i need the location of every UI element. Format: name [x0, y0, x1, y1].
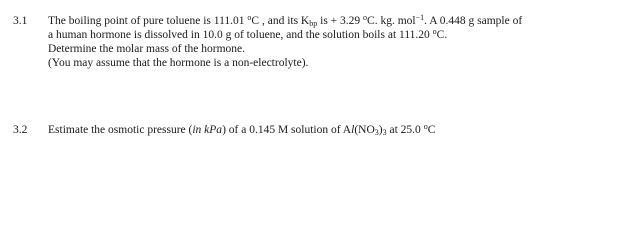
degree-symbol: o [432, 27, 437, 36]
subscript: 3 [382, 128, 387, 137]
text-line [48, 14, 618, 28]
text-line: Determine the molar mass of the hormone. [48, 43, 246, 55]
degree-symbol: o [423, 122, 428, 131]
degree-symbol: o [247, 13, 252, 22]
text-run: C. [436, 29, 448, 41]
text-line: (You may assume that the hormone is a non-electrolyte). [48, 57, 309, 69]
text-run: C [427, 124, 436, 136]
text-line [48, 123, 618, 137]
question-number: 3.2 [13, 124, 28, 136]
text-run: . A 0.448 g sample of [424, 15, 523, 27]
text-run: ) [378, 124, 383, 136]
text-run: a human hormone is dissolved in 10.0 g of toluene, and the solution boils at 111.20 [48, 29, 433, 41]
italic-unit: in kPa [192, 124, 223, 136]
text-line [48, 28, 618, 42]
question-number: 3.1 [13, 15, 28, 27]
subscript: bp [309, 19, 318, 28]
question-text [48, 14, 618, 70]
text-run: is + 3.29 [317, 15, 364, 27]
subscript: 3 [374, 128, 379, 137]
text-run: ) of a 0.145 M solution of A [222, 124, 352, 136]
text-run: (NO [354, 124, 375, 136]
text-run: at 25.0 [386, 124, 424, 136]
italic-letter: l [351, 124, 355, 136]
superscript: −1 [415, 13, 425, 22]
degree-symbol: o [363, 13, 368, 22]
text-run: C. kg. mol [367, 15, 416, 27]
text-run: The boiling point of pure toluene is 111.01 [48, 15, 248, 27]
text-run: Estimate the osmotic pressure ( [48, 124, 193, 136]
text-run: C , and its K [251, 15, 310, 27]
question-text [48, 123, 618, 137]
